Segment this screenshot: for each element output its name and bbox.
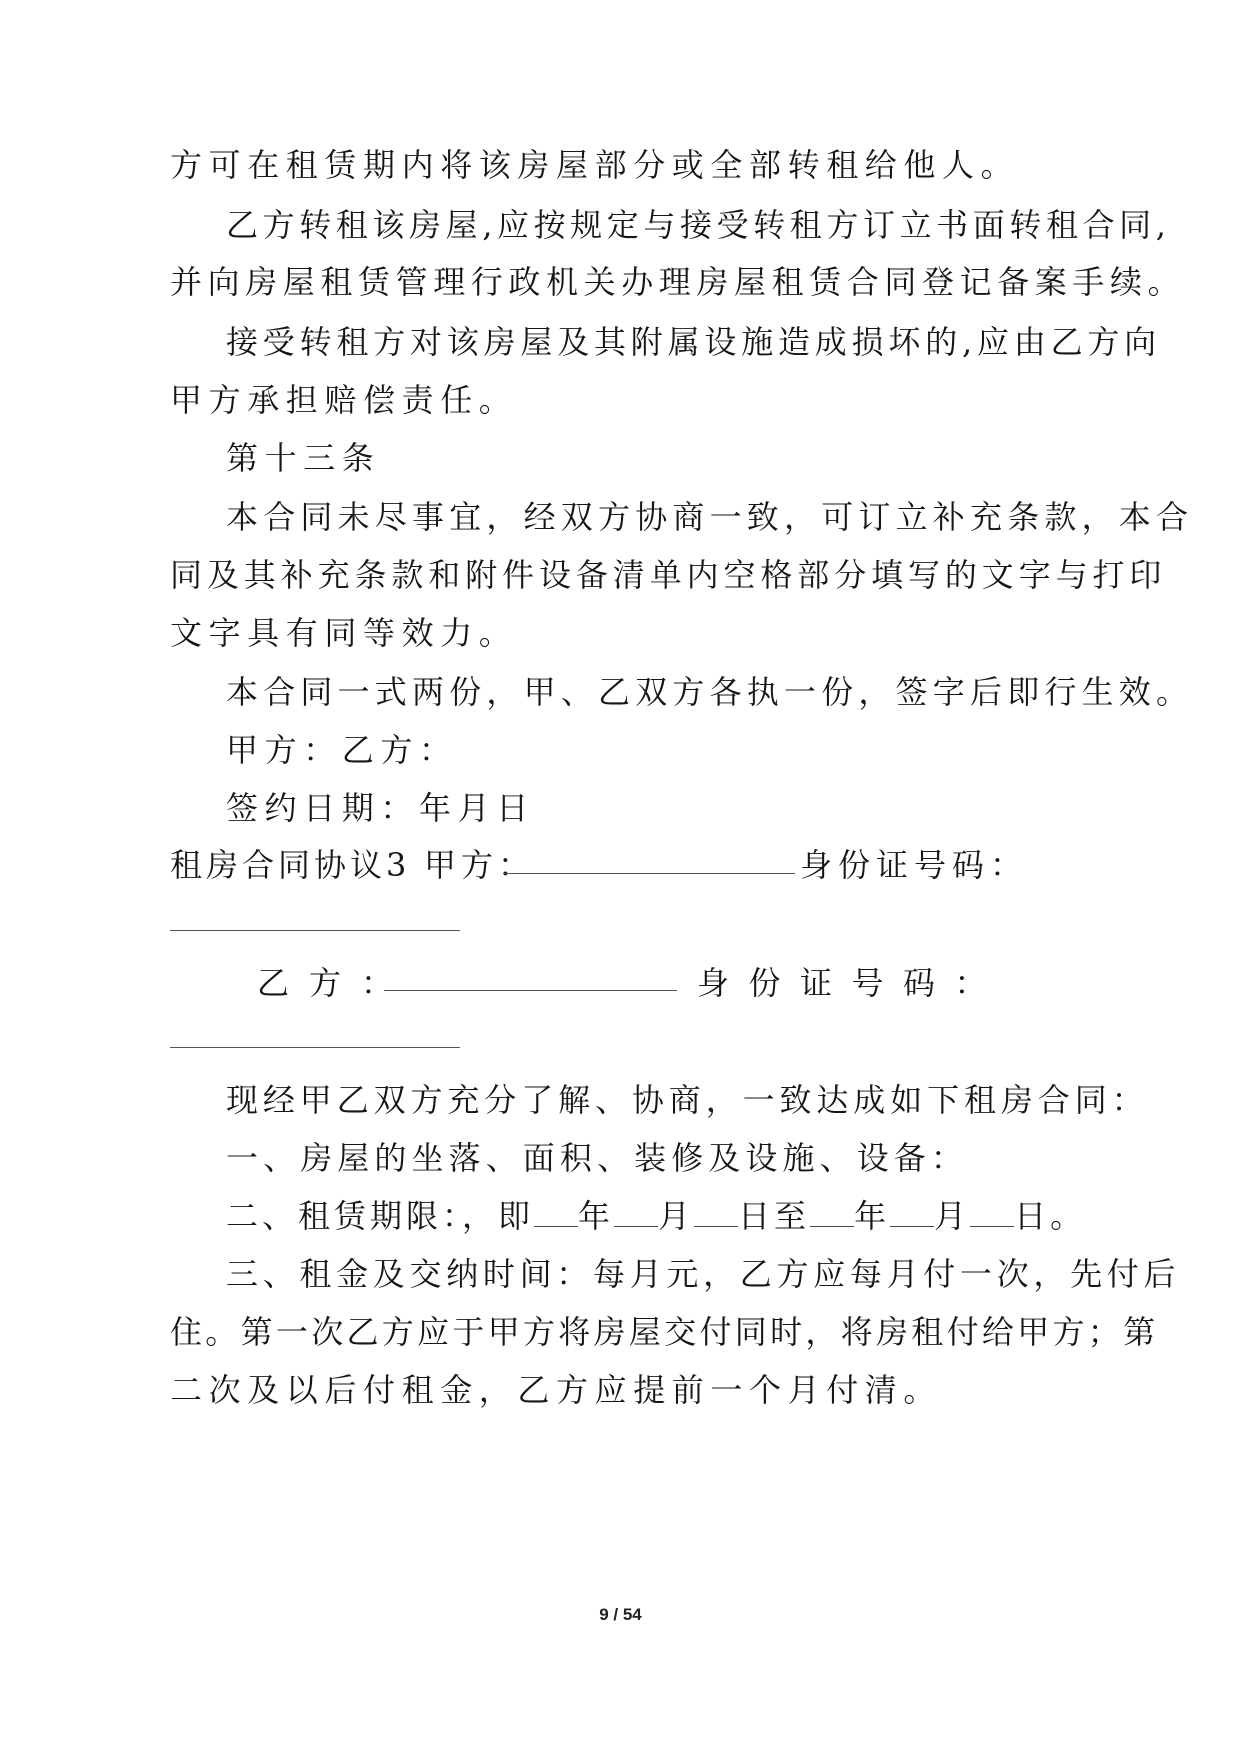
paragraph-line: 本合同一式两份，甲、乙双方各执一份，签字后即行生效。: [226, 673, 1194, 711]
month-blank-1: [614, 1198, 658, 1227]
paragraph-line: 住。第一次乙方应于甲方将房屋交付同时，将房租付给甲方；第: [170, 1313, 1159, 1351]
page-indicator: 9 / 54: [599, 1605, 642, 1624]
contract-title-line: [170, 845, 410, 885]
day-to-label: 日至: [738, 1197, 811, 1235]
paragraph-line: 一、房屋的坐落、面积、装修及设施、设备：: [226, 1139, 969, 1177]
lease-term-line: [226, 1196, 1086, 1236]
month-label-1: 月: [658, 1197, 695, 1235]
paragraph-line: 并向房屋租赁管理行政机关办理房屋租赁合同登记备案手续。: [170, 263, 1186, 301]
year-blank-2: [810, 1198, 854, 1227]
article-heading: 第十三条: [226, 439, 381, 477]
paragraph-line: 接受转租方对该房屋及其附属设施造成损坏的,应由乙方向: [226, 323, 1161, 361]
paragraph-line: 文字具有同等效力。: [170, 614, 518, 652]
paragraph-line: 方可在租赁期内将该房屋部分或全部转租给他人。: [170, 146, 1020, 184]
id-a-blank: [170, 930, 460, 931]
day-end-label: 日。: [1014, 1197, 1087, 1235]
year-blank-1: [534, 1198, 578, 1227]
year-label-1: 年: [578, 1197, 615, 1235]
id-label-a: 身份证号码：: [800, 846, 1029, 884]
signature-parties: 甲方：乙方：: [226, 731, 458, 769]
month-label-2: 月: [934, 1197, 971, 1235]
id-label-b: 身份证号码：: [697, 964, 1007, 1002]
paragraph-line: 乙方转租该房屋,应按规定与接受转租方订立书面转租合同,: [226, 206, 1171, 244]
paragraph-line: 三、租金及交纳时间：每月元，乙方应每月付一次，先付后: [226, 1255, 1181, 1293]
paragraph-line: 二次及以后付租金，乙方应提前一个月付清。: [170, 1371, 943, 1409]
day-blank-2: [970, 1198, 1014, 1227]
paragraph-line: 本合同未尽事宜，经双方协商一致，可订立补充条款，本合: [226, 498, 1194, 536]
contract-title: 租房合同协议3: [170, 846, 411, 884]
paragraph-line: 现经甲乙双方充分了解、协商，一致达成如下租房合同：: [226, 1081, 1149, 1119]
paragraph-line: 甲方承担赔偿责任。: [170, 381, 518, 419]
lease-term-prefix: 二、租赁期限：，即: [226, 1197, 535, 1235]
party-b-label: 乙方：: [257, 964, 414, 1002]
paragraph-line: 同及其补充条款和附件设备清单内空格部分填写的文字与打印: [170, 556, 1167, 594]
day-blank-1: [694, 1198, 738, 1227]
party-b-blank: [384, 990, 677, 991]
year-label-2: 年: [854, 1197, 891, 1235]
month-blank-2: [890, 1198, 934, 1227]
party-a-blank: [503, 873, 795, 874]
signing-date: 签约日期：年月日: [226, 789, 535, 827]
party-a-label: 甲方：: [424, 846, 536, 884]
id-b-blank: [170, 1047, 460, 1048]
